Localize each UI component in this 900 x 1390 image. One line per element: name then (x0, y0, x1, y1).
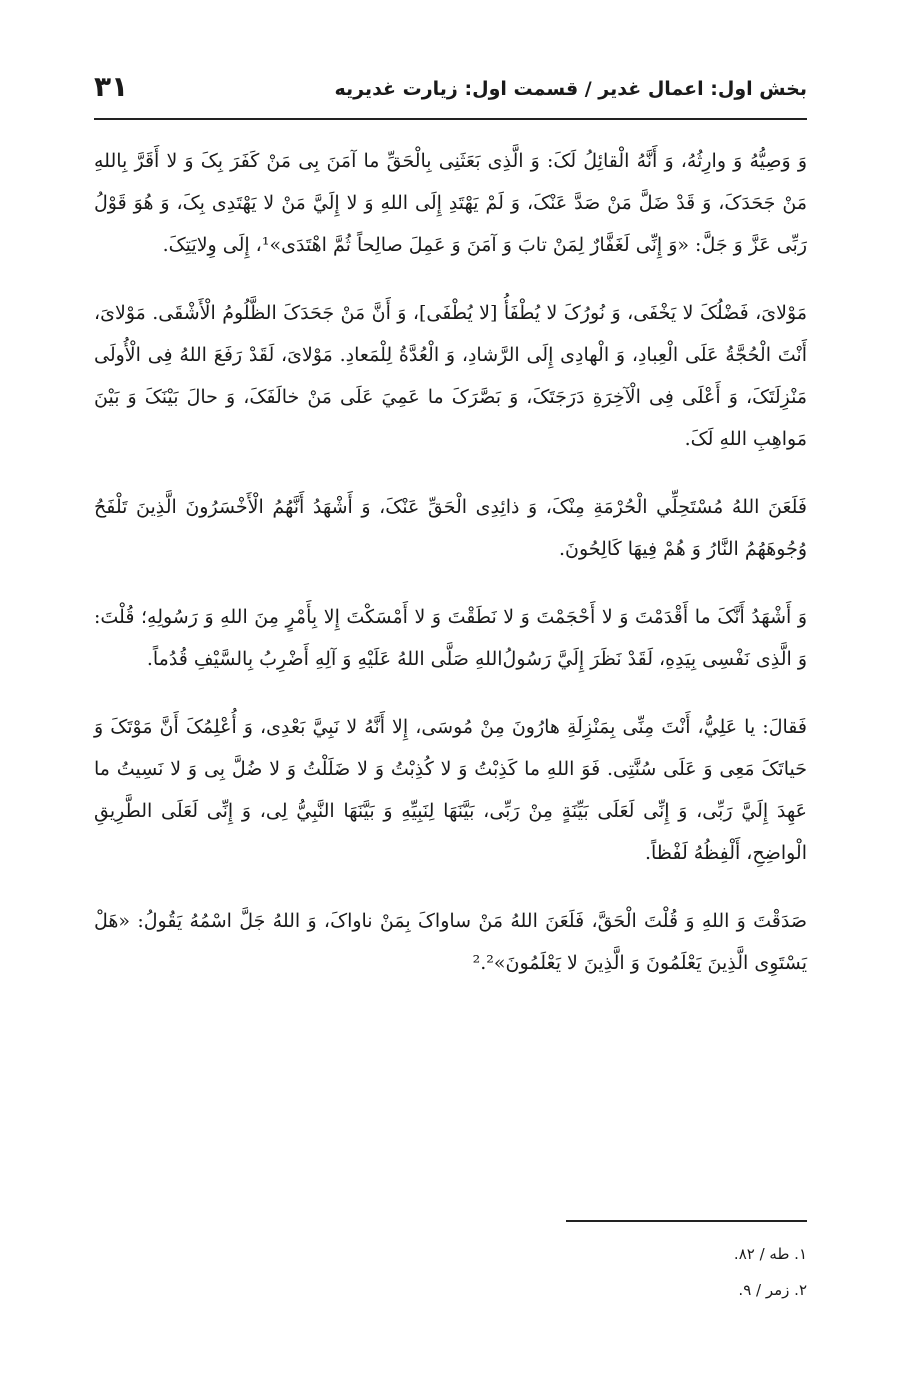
paragraph-1: وَ وَصِيُّهُ وَ وارِثُهُ، وَ أَنَّهُ الْقائِلُ لَکَ: وَ الَّذِی بَعَثَنِی بِالْحَقِّ ما آمَنَ بِی مَنْ كَفَرَ بِکَ وَ لا أَقَرَّ بِاللهِ مَنْ جَحَدَکَ، وَ قَدْ ضَلَّ مَنْ صَدَّ عَنْکَ، وَ لَمْ يَهْتَدِ إِلَى اللهِ وَ لا إِلَيَّ مَنْ لا يَهْتَدِی بِکَ، وَ هُوَ قَوْلُ رَبِّی عَزَّ وَ جَلَّ: «وَ إِنِّی لَغَفَّارٌ لِمَنْ تابَ وَ آمَنَ وَ عَمِلَ صالِحاً ثُمَّ اهْتَدَى»¹، إِلَى وِلايَتِکَ. (94, 150, 807, 256)
footnote-1: ۱. طه / ۸۲. (733, 1245, 807, 1263)
running-header (94, 64, 807, 110)
running-header-title: بخش اول: اعمال غدیر / قسمت اول: زیارت غدیریه (334, 78, 807, 100)
footnote-divider (566, 1220, 807, 1222)
main-text (94, 140, 807, 1010)
paragraph-2: مَوْلایَ، فَضْلُکَ لا يَخْفَى، وَ نُورُکَ لا يُطْفَأُ [لا يُطْفَى]، وَ أَنَّ مَنْ جَحَدَکَ الظَّلُومُ الْأَشْقَى. مَوْلایَ، أَنْتَ الْحُجَّةُ عَلَى الْعِبادِ، وَ الْهادِی إِلَى الرَّشادِ، وَ الْعُدَّةُ لِلْمَعادِ. مَوْلایَ، لَقَدْ رَفَعَ اللهُ فِی الْأُولَى مَنْزِلَتَکَ، وَ أَعْلَى فِی الْآخِرَةِ دَرَجَتَکَ، وَ بَصَّرَکَ ما عَمِيَ عَلَى مَنْ خالَفَکَ، وَ حالَ بَيْنَکَ وَ بَيْنَ مَواهِبِ اللهِ لَکَ. (94, 302, 807, 450)
paragraph-3: فَلَعَنَ اللهُ مُسْتَحِلِّي الْحُرْمَةِ مِنْکَ، وَ ذائِدِی الْحَقِّ عَنْکَ، وَ أَشْهَدُ أَنَّهُمُ الْأَخْسَرُونَ الَّذِينَ تَلْفَحُ وُجُوهَهُمُ النَّارُ وَ هُمْ فِيهَا كَالِحُونَ. (94, 496, 807, 560)
paragraph-6: صَدَقْتَ وَ اللهِ وَ قُلْتَ الْحَقَّ، فَلَعَنَ اللهُ مَنْ ساواکَ بِمَنْ ناواکَ، وَ اللهُ جَلَّ اسْمُهُ يَقُولُ: «هَلْ يَسْتَوِی الَّذِينَ يَعْلَمُونَ وَ الَّذِينَ لا يَعْلَمُونَ»².² (94, 910, 807, 974)
footnote-2: ۲. زمر / ۹. (738, 1281, 807, 1299)
paragraph-4: وَ أَشْهَدُ أَنَّکَ ما أَقْدَمْتَ وَ لا أَحْجَمْتَ وَ لا نَطَقْتَ وَ لا أَمْسَكْتَ إِلا بِأَمْرٍ مِنَ اللهِ وَ رَسُولِهِ؛ قُلْتَ: وَ الَّذِی نَفْسِی بِيَدِهِ، لَقَدْ نَظَرَ إِلَيَّ رَسُولُ‌اللهِ صَلَّى اللهُ عَلَيْهِ وَ آلِهِ أَضْرِبُ بِالسَّيْفِ قُدُماً. (94, 606, 807, 670)
footnotes (94, 1236, 807, 1308)
paragraph-5: فَقالَ: يا عَلِيُّ، أَنْتَ مِنِّی بِمَنْزِلَةِ هارُونَ مِنْ مُوسَى، إِلا أَنَّهُ لا نَبِيَّ بَعْدِی، وَ أُعْلِمُکَ أَنَّ مَوْتَکَ وَ حَياتَکَ مَعِی وَ عَلَى سُنَّتِی. فَوَ اللهِ ما كَذِبْتُ وَ لا كُذِبْتُ وَ لا ضَلَلْتُ وَ لا ضُلَّ بِی وَ لا نَسِيتُ ما عَهِدَ إِلَيَّ رَبِّی، وَ إِنِّی لَعَلَى بَيِّنَةٍ مِنْ رَبِّی، بَيَّنَهَا لِنَبِيِّهِ وَ بَيَّنَهَا النَّبِيُّ لِی، وَ إِنِّی لَعَلَى الطَّرِيقِ الْواضِحِ، أَلْفِظُهُ لَفْظاً. (94, 716, 807, 864)
header-divider (94, 118, 807, 120)
page-number: ۳۱ (94, 70, 129, 103)
